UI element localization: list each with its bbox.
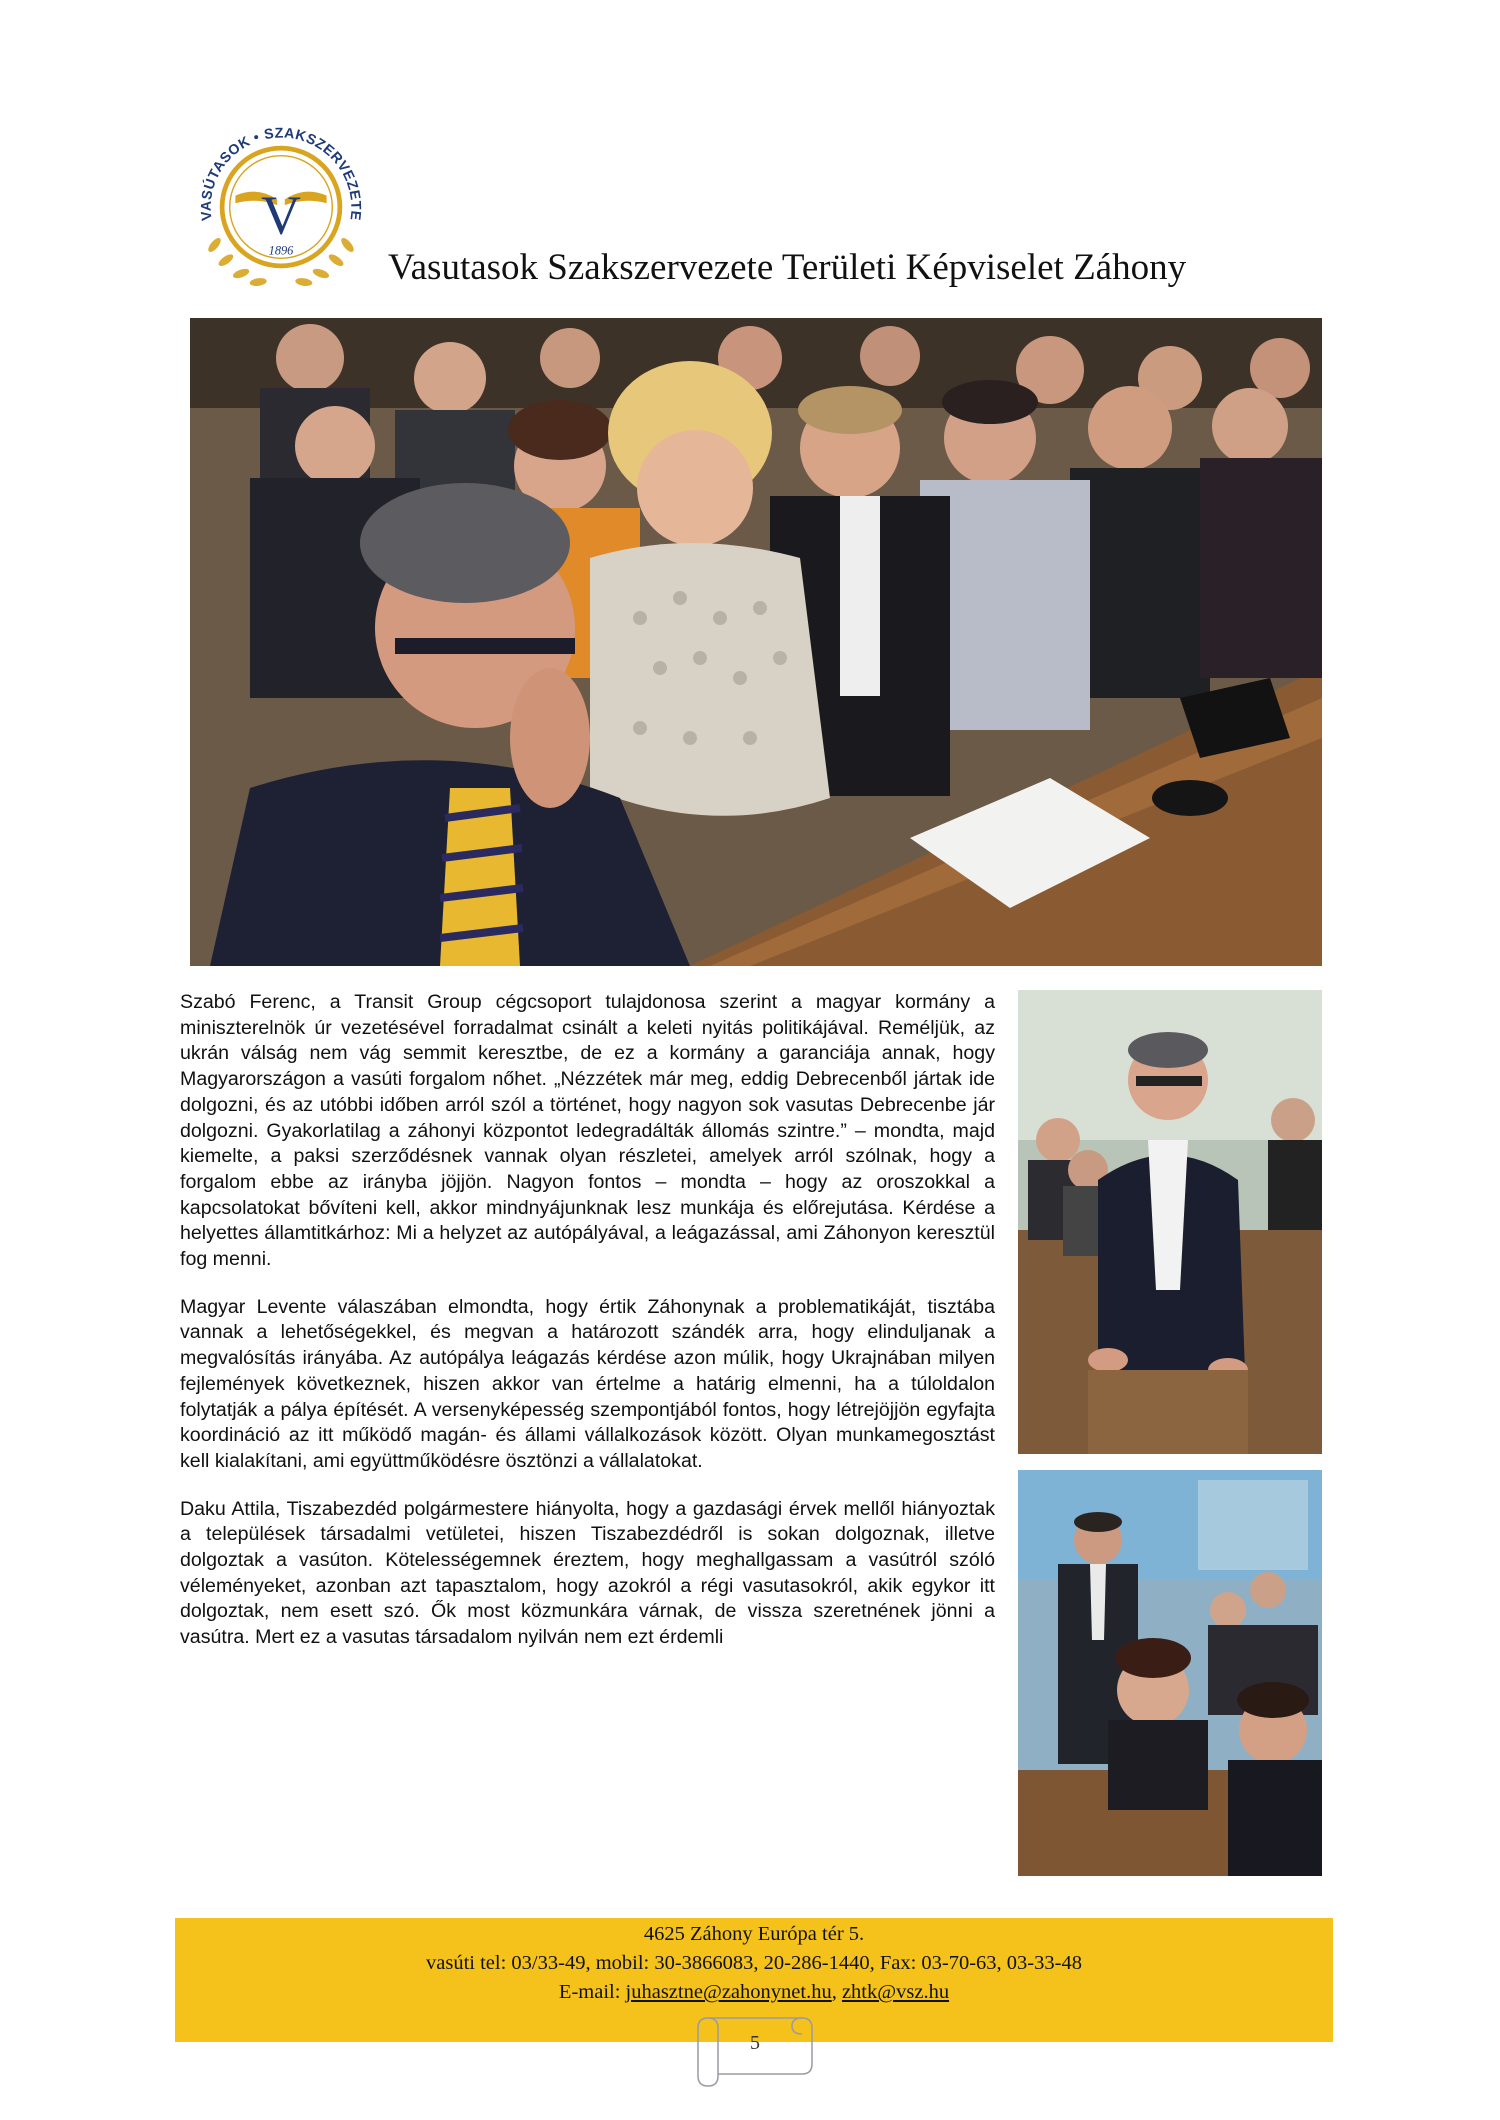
footer-address: 4625 Záhony Európa tér 5. — [643, 1923, 865, 1945]
article-paragraph-1: Szabó Ferenc, a Transit Group cégcsoport tulajdonosa szerint a magyar kormány a miniszterelnök úr vezetésével forradalmat csinált a keleti nyitás politikájával. Reméljük, az ukrán válság nem vág semmit keresztbe, de ez a kormány a garanciája annak, hogy Magyarországon a vasúti forgalom nőhet. „Nézzétek már meg, eddig Debrecenből jártak ide dolgozni, és az utóbbi időben arról szól a történet, hogy nagyon sok vasutas Debrecenbe jár dolgozni. Gyakorlatilag a záhonyi központot ledegradálták állomás szintre.” – mondta, majd kiemelte, a paksi szerződésnek vannak olyan részletei, amelyek arról szólnak, hogy a forgalom ebbe az irányba jöjjön. Nagyon fontos – mondta – hogy az oroszokkal a kapcsolatokat bővíteni kell, akkor mindnyájunknak lesz munkája és előrejutása. Kérdése a helyettes államtitkárhoz: Mi a helyzet az autópályával, a leágazással, ami Záhonyon keresztül fog menni. — [180, 991, 995, 1271]
email-link-2[interactable]: zhtk@vsz.hu — [841, 1981, 950, 2003]
svg-text:VASÚTASOK • SZAKSZERVEZETE: VASÚTASOK • SZAKSZERVEZETE — [198, 125, 364, 222]
footer-email-label: E-mail: — [558, 1981, 626, 2003]
footer-email-line — [175, 1978, 1333, 2007]
email-link-1[interactable]: juhasztne@zahonynet.hu — [625, 1981, 832, 2003]
page-title: Vasutasok Szakszervezete Területi Képviselet Záhony — [388, 247, 1187, 288]
svg-text:V: V — [261, 184, 301, 246]
footer-phones: vasúti tel: 03/33-49, mobil: 30-3866083, 20-286-1440, Fax: 03-70-63, 03-33-48 — [426, 1952, 1082, 1974]
article-paragraph-2: Magyar Levente válaszában elmondta, hogy értik Záhonynak a problematikáját, tisztába vannak a lehetőségekkel, és megvan a határozott szándék arra, hogy elinduljanak a megvalósítás irányába. Az autópálya leágazás kérdése azon múlik, hogy Ukrajnában milyen fejlemények következnek, hiszen akkor van értelme a határig elmenni, ha a túloldalon folytatják a pálya építését. A versenyképesség szempontjából fontos, hogy létrejöjjön egyfajta koordináció az itt működő magán- és állami vállalkozások között. Olyan munkamegosztást kell kialakítani, ami együttműködésre ösztönzi a vállalatokat. — [180, 1295, 995, 1472]
article-body — [180, 990, 995, 1673]
union-logo — [186, 112, 376, 302]
photo-speaker — [1018, 990, 1322, 1454]
email-separator: , — [831, 1981, 842, 2003]
article-paragraph-3: Daku Attila, Tiszabezdéd polgármestere hiányolta, hogy a gazdasági érvek mellől hiányoztak a települések társadalmi vetületei, hiszen Tiszabezdédről is sokan dolgoznak, illetve dolgoztak a vasúton. Kötelességemnek éreztem, hogy meghallgassam a vasútról szóló véleményeket, azonban azt tapasztalom, hogy azokról a régi vasutasokról, akik egykor itt dolgoztak, nem esett szó. Ők most közmunkára várnak, de vissza szeretnének jönni a vasútra. Mert ez a vasutas társadalom nyilván nem ezt érdemli — [180, 1497, 995, 1649]
page-number-text: 5 — [750, 2032, 760, 2054]
photo-audience — [190, 318, 1322, 966]
photo-audience-small — [1018, 1470, 1322, 1876]
svg-text:1896: 1896 — [268, 243, 294, 258]
page-number — [690, 2012, 820, 2090]
